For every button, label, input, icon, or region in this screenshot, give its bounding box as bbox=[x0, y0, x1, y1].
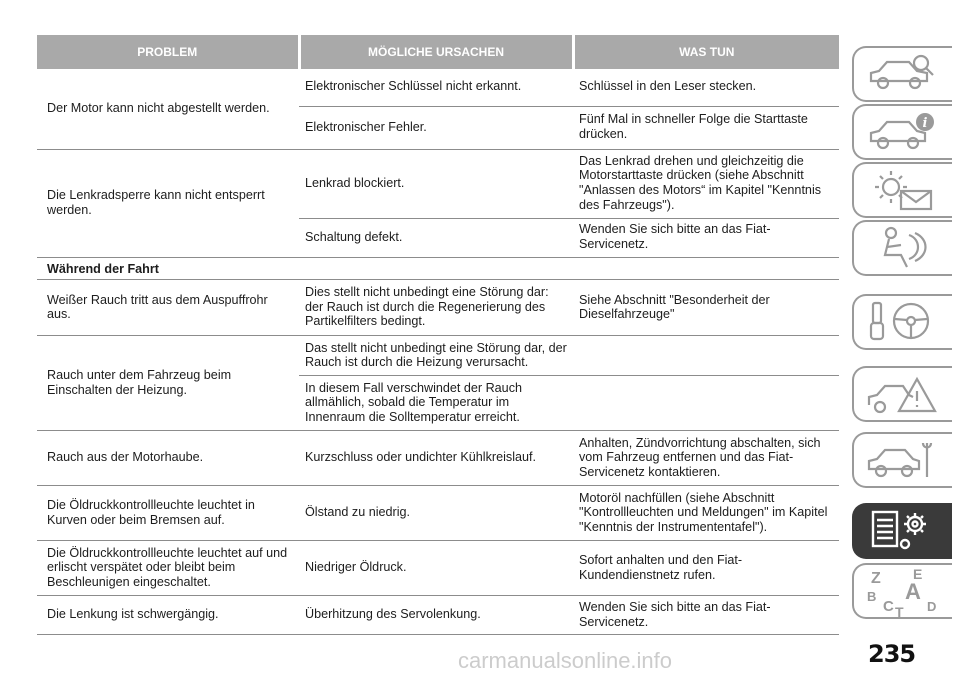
tab-car-info[interactable] bbox=[852, 104, 952, 160]
table-row bbox=[37, 336, 839, 376]
light-envelope-icon bbox=[865, 167, 941, 213]
tab-list-gears[interactable] bbox=[852, 503, 952, 559]
tab-car-wrench[interactable] bbox=[852, 432, 952, 488]
car-warning-triangle-icon bbox=[865, 371, 941, 417]
index-letter-c: C bbox=[883, 598, 894, 615]
tab-warning[interactable] bbox=[852, 366, 952, 422]
cell-problem: Weißer Rauch tritt aus dem Auspuffrohr aus. bbox=[37, 280, 299, 336]
page-number: 235 bbox=[868, 640, 916, 668]
index-letter-z: Z bbox=[871, 570, 881, 587]
cell-action bbox=[573, 336, 839, 376]
cell-cause: Schaltung defekt. bbox=[299, 218, 573, 257]
cell-cause: Lenkrad blockiert. bbox=[299, 149, 573, 218]
header-causes: MÖGLICHE URSACHEN bbox=[299, 35, 573, 69]
index-letter-a: A bbox=[905, 579, 921, 604]
tab-airbag[interactable] bbox=[852, 220, 952, 276]
cell-cause: Elektronischer Fehler. bbox=[299, 106, 573, 149]
key-steering-wheel-icon bbox=[865, 299, 941, 345]
cell-problem: Rauch unter dem Fahrzeug beim Einschalten der Heizung. bbox=[37, 336, 299, 431]
cell-cause: Überhitzung des Servolenkung. bbox=[299, 596, 573, 635]
index-letter-b: B bbox=[867, 589, 877, 604]
alphabet-index-icon bbox=[865, 565, 941, 617]
cell-problem: Die Öldruckkontrollleuchte leuchtet in Kurven oder beim Bremsen auf. bbox=[37, 486, 299, 541]
cell-problem: Der Motor kann nicht abgestellt werden. bbox=[37, 69, 299, 149]
tab-key-steering[interactable] bbox=[852, 294, 952, 350]
svg-text:i: i bbox=[922, 116, 928, 131]
cell-cause: Dies stellt nicht unbedingt eine Störung dar: der Rauch ist durch die Regenerierung des Partikelfilters bedingt. bbox=[299, 280, 573, 336]
cell-action: Fünf Mal in schneller Folge die Starttaste drücken. bbox=[573, 106, 839, 149]
cell-problem: Die Lenkung ist schwergängig. bbox=[37, 596, 299, 635]
table-row bbox=[37, 486, 839, 541]
table-row bbox=[37, 596, 839, 635]
cell-action: Wenden Sie sich bitte an das Fiat-Servicenetz. bbox=[573, 218, 839, 257]
header-problem: PROBLEM bbox=[37, 35, 299, 69]
index-letter-e: E bbox=[913, 566, 923, 582]
table-row bbox=[37, 541, 839, 596]
cell-cause: Niedriger Öldruck. bbox=[299, 541, 573, 596]
car-info-icon bbox=[865, 109, 941, 155]
cell-action: Siehe Abschnitt "Besonderheit der Dieselfahrzeuge" bbox=[573, 280, 839, 336]
list-gears-icon bbox=[865, 508, 941, 554]
cell-action: Das Lenkrad drehen und gleichzeitig die Motorstarttaste drücken (siehe Abschnitt "Anlassen des Motors“ im Kapitel "Kenntnis des Fahrzeugs"). bbox=[573, 149, 839, 218]
table-row bbox=[37, 69, 839, 106]
section-row bbox=[37, 257, 839, 280]
table-header-row bbox=[37, 35, 839, 69]
cell-cause: Das stellt nicht unbedingt eine Störung dar, der Rauch ist durch die Heizung verursacht. bbox=[299, 336, 573, 376]
cell-action: Schlüssel in den Leser stecken. bbox=[573, 69, 839, 106]
cell-action: Motoröl nachfüllen (siehe Abschnitt "Kontrollleuchten und Meldungen" im Kapitel "Kenntnis der Instrumententafel"). bbox=[573, 486, 839, 541]
cell-cause: Kurzschluss oder undichter Kühlkreislauf. bbox=[299, 431, 573, 486]
cell-problem: Rauch aus der Motorhaube. bbox=[37, 431, 299, 486]
cell-cause: Elektronischer Schlüssel nicht erkannt. bbox=[299, 69, 573, 106]
index-letter-d: D bbox=[927, 599, 937, 614]
index-letter-t: T bbox=[895, 604, 904, 617]
cell-action: Anhalten, Zündvorrichtung abschalten, sich vom Fahrzeug entfernen und das Fiat-Servicenetz kontaktieren. bbox=[573, 431, 839, 486]
table-row bbox=[37, 431, 839, 486]
cell-problem: Die Lenkradsperre kann nicht entsperrt werden. bbox=[37, 149, 299, 257]
troubleshooting-table bbox=[37, 35, 839, 635]
tab-car-search[interactable] bbox=[852, 46, 952, 102]
cell-problem: Die Öldruckkontrollleuchte leuchtet auf und erlischt verspätet oder bleibt beim Beschleunigen eingeschaltet. bbox=[37, 541, 299, 596]
cell-action bbox=[573, 376, 839, 431]
cell-cause: In diesem Fall verschwindet der Rauch allmählich, sobald die Temperatur im Innenraum die Solltemperatur erreicht. bbox=[299, 376, 573, 431]
car-wrench-icon bbox=[865, 437, 941, 483]
header-actions: WAS TUN bbox=[573, 35, 839, 69]
table-row bbox=[37, 280, 839, 336]
watermark-text: carmanualsonline.info bbox=[458, 648, 673, 673]
section-label: Während der Fahrt bbox=[37, 257, 839, 280]
cell-action: Wenden Sie sich bitte an das Fiat-Servicenetz. bbox=[573, 596, 839, 635]
seated-person-airbag-icon bbox=[865, 225, 941, 271]
chapter-tabs bbox=[852, 0, 960, 678]
tab-alphabet-index[interactable] bbox=[852, 563, 952, 619]
cell-cause: Ölstand zu niedrig. bbox=[299, 486, 573, 541]
cell-action: Sofort anhalten und den Fiat-Kundendienstnetz rufen. bbox=[573, 541, 839, 596]
tab-light-envelope[interactable] bbox=[852, 162, 952, 218]
table-row bbox=[37, 149, 839, 218]
car-search-icon bbox=[865, 51, 941, 97]
